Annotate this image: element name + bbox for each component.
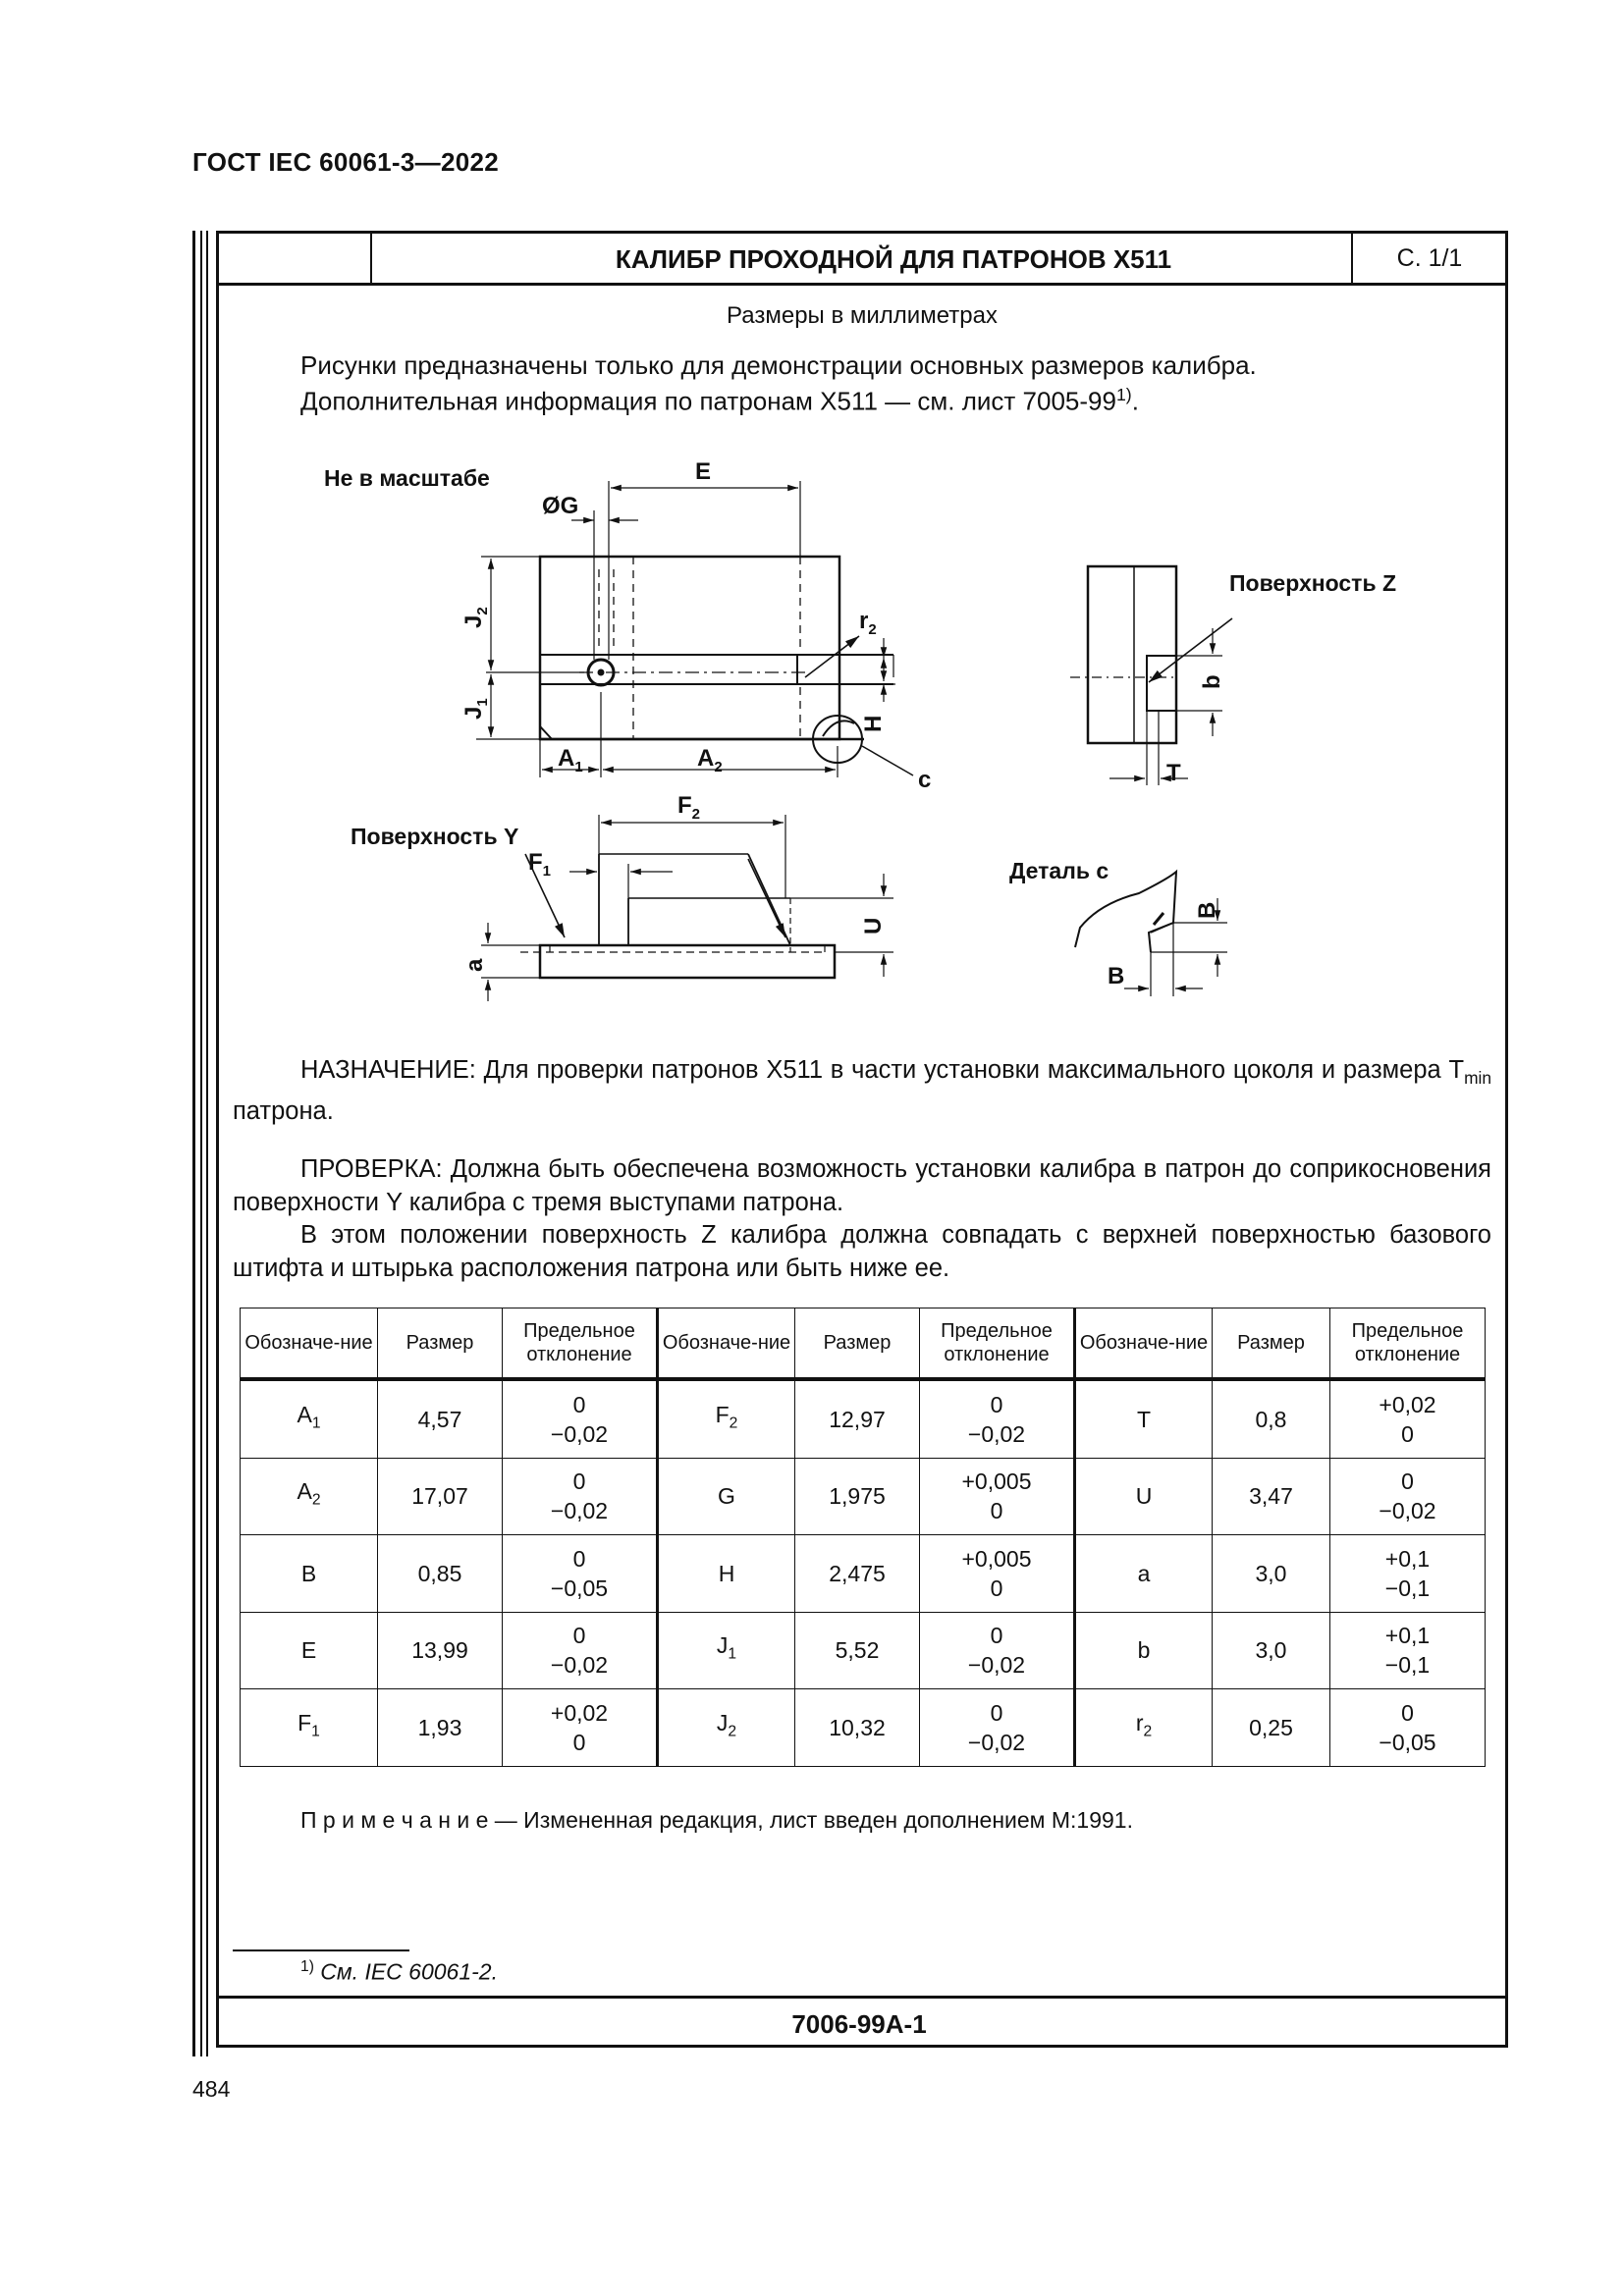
symbol-letter: G xyxy=(718,1483,735,1510)
symbol-subscript: 1 xyxy=(311,1723,320,1740)
dim-B: B xyxy=(1108,963,1125,989)
symbol-cell xyxy=(658,1689,795,1767)
size-cell: 0,8 xyxy=(1213,1379,1330,1458)
dim-b-detail: B xyxy=(1194,901,1220,919)
tolerance-upper: 0 xyxy=(572,1623,586,1649)
tolerance-lower: −0,02 xyxy=(1379,1498,1436,1524)
dim-F1-letter: F xyxy=(528,849,543,876)
table-row xyxy=(241,1689,1486,1767)
size-cell: 3,47 xyxy=(1213,1458,1330,1535)
tolerance-upper: +0,1 xyxy=(1384,1545,1431,1572)
symbol-letter: H xyxy=(718,1560,735,1586)
dim-r2 xyxy=(859,608,877,638)
dim-b-side: b xyxy=(1199,674,1225,689)
size-cell: 10,32 xyxy=(795,1689,920,1767)
dim-F2-letter: F xyxy=(677,792,692,819)
main-view xyxy=(476,481,913,777)
dim-E: E xyxy=(695,458,712,485)
tolerance-cell xyxy=(503,1689,658,1767)
dim-r2-sub: 2 xyxy=(868,621,877,638)
symbol-cell xyxy=(1075,1612,1213,1689)
sheet-number: 7006-99A-1 xyxy=(791,2009,927,2039)
tolerance-cell xyxy=(503,1612,658,1689)
tolerance-cell xyxy=(920,1379,1075,1458)
symbol-cell xyxy=(1075,1458,1213,1535)
symbol-cell xyxy=(241,1535,378,1613)
tolerance-upper: 0 xyxy=(1401,1468,1414,1495)
symbol-letter: E xyxy=(300,1637,317,1664)
table-header-cell: Размер xyxy=(795,1308,920,1380)
tolerance-lower: 0 xyxy=(572,1729,586,1755)
sheet-page-indicator: С. 1/1 xyxy=(1396,244,1463,272)
symbol-subscript: 2 xyxy=(728,1723,737,1740)
symbol-letter: J xyxy=(716,1632,729,1659)
size-cell: 5,52 xyxy=(795,1612,920,1689)
table-header-cell: Предельное отклонение xyxy=(1330,1308,1486,1380)
intro-line-1: Рисунки предназначены только для демонстрации основных размеров калибра. xyxy=(300,350,1257,380)
tolerance-cell xyxy=(1330,1689,1486,1767)
symbol-letter: B xyxy=(300,1560,317,1586)
dim-A1-letter: A xyxy=(558,745,575,772)
check-paragraph-1: ПРОВЕРКА: Должна быть обеспечена возможность установки калибра в патрон до соприкосновения поверхности Y калибра с тремя выступами патрона. xyxy=(233,1155,1491,1216)
units-caption: Размеры в миллиметрах xyxy=(727,302,998,329)
size-cell: 2,475 xyxy=(795,1535,920,1613)
dim-c: c xyxy=(918,767,932,793)
tolerance-lower: −0,1 xyxy=(1384,1652,1431,1679)
title-separator xyxy=(370,231,372,283)
tolerance-upper: 0 xyxy=(572,1468,586,1495)
table-row xyxy=(241,1458,1486,1535)
size-cell: 0,25 xyxy=(1213,1689,1330,1767)
symbol-subscript: 2 xyxy=(311,1492,321,1510)
tolerance-lower: 0 xyxy=(1401,1420,1414,1447)
dim-H: H xyxy=(860,715,887,732)
dim-A2-letter: A xyxy=(697,745,715,772)
dim-F2-sub: 2 xyxy=(691,806,701,823)
tolerance-upper: 0 xyxy=(990,1699,1003,1726)
symbol-cell xyxy=(241,1612,378,1689)
symbol-letter: r xyxy=(1135,1709,1144,1735)
table-header-row xyxy=(241,1308,1486,1380)
tolerance-lower: −0,02 xyxy=(967,1420,1026,1447)
tolerance-lower: −0,05 xyxy=(550,1575,609,1601)
size-cell: 17,07 xyxy=(378,1458,503,1535)
intro-line-2 xyxy=(300,385,1139,417)
tolerance-cell xyxy=(503,1458,658,1535)
size-cell: 1,93 xyxy=(378,1689,503,1767)
check-paragraph-2: В этом положении поверхность Z калибра должна совпадать с верхней поверхностью базового штифта и штырька расположения патрона или быть ниже ее. xyxy=(233,1221,1491,1282)
tolerance-cell xyxy=(920,1612,1075,1689)
footnote xyxy=(300,1958,498,1986)
sheet-title: КАЛИБР ПРОХОДНОЙ ДЛЯ ПАТРОНОВ X511 xyxy=(615,244,1172,274)
purpose-text-end: патрона. xyxy=(233,1097,334,1126)
tolerance-lower: −0,05 xyxy=(1379,1729,1436,1755)
tolerance-upper: +0,005 xyxy=(961,1468,1032,1495)
table-row xyxy=(241,1612,1486,1689)
table-row xyxy=(241,1379,1486,1458)
tolerance-cell xyxy=(503,1535,658,1613)
intro-line-2-end: . xyxy=(1131,386,1139,416)
margin-rule xyxy=(200,231,202,2056)
size-cell: 12,97 xyxy=(795,1379,920,1458)
gauge-drawing xyxy=(295,442,1424,1031)
symbol-cell xyxy=(241,1458,378,1535)
tolerance-lower: −0,1 xyxy=(1384,1575,1431,1601)
symbol-cell xyxy=(658,1458,795,1535)
size-cell: 3,0 xyxy=(1213,1535,1330,1613)
tolerance-upper: 0 xyxy=(990,1391,1003,1417)
tolerance-cell xyxy=(1330,1458,1486,1535)
tolerance-cell xyxy=(920,1458,1075,1535)
size-cell: 1,975 xyxy=(795,1458,920,1535)
tolerance-upper: 0 xyxy=(572,1391,586,1417)
intro-line-2-text: Дополнительная информация по патронам X511 — см. лист 7005-99 xyxy=(300,386,1116,416)
tolerance-upper: +0,02 xyxy=(550,1699,609,1726)
symbol-subscript: 1 xyxy=(311,1415,321,1432)
symbol-letter: J xyxy=(716,1709,729,1735)
symbol-letter: F xyxy=(298,1709,312,1735)
dim-A1-sub: 1 xyxy=(574,759,583,775)
margin-rule xyxy=(206,231,208,2056)
tolerance-upper: 0 xyxy=(572,1545,586,1572)
tolerance-lower: −0,02 xyxy=(967,1729,1026,1755)
footnote-mark: 1) xyxy=(300,1958,314,1975)
tolerance-lower: −0,02 xyxy=(550,1498,609,1524)
table-header-cell: Размер xyxy=(378,1308,503,1380)
symbol-subscript: 2 xyxy=(1143,1723,1153,1740)
footnote-text: См. IEC 60061-2. xyxy=(313,1958,498,1985)
symbol-letter: T xyxy=(1136,1406,1152,1432)
footnote-rule xyxy=(233,1949,409,1951)
symbol-cell xyxy=(1075,1535,1213,1613)
dim-J2-letter: J xyxy=(460,614,487,628)
symbol-subscript: 1 xyxy=(728,1646,737,1664)
symbol-cell xyxy=(1075,1689,1213,1767)
surface-z-label: Поверхность Z xyxy=(1229,570,1397,596)
symbol-letter: A xyxy=(297,1478,312,1505)
dim-U: U xyxy=(860,917,887,934)
tolerance-lower: −0,02 xyxy=(550,1652,609,1679)
dim-J1 xyxy=(460,698,491,720)
tolerance-upper: +0,005 xyxy=(961,1545,1032,1572)
detail-c-label: Деталь c xyxy=(1009,858,1109,883)
dim-r2-letter: r xyxy=(859,608,869,634)
symbol-cell xyxy=(1075,1379,1213,1458)
symbol-letter: A xyxy=(297,1401,312,1427)
dim-A2 xyxy=(697,745,723,775)
dim-J1-sub: 1 xyxy=(474,698,491,707)
dim-G: ØG xyxy=(542,493,579,519)
document-standard-header: ГОСТ IEC 60061-3—2022 xyxy=(192,147,499,177)
size-cell: 13,99 xyxy=(378,1612,503,1689)
tolerance-upper: 0 xyxy=(1401,1699,1414,1726)
dim-F1 xyxy=(528,849,551,880)
not-to-scale-label: Не в масштабе xyxy=(324,465,490,491)
dim-J1-letter: J xyxy=(460,706,487,720)
tolerance-lower: 0 xyxy=(990,1575,1003,1601)
dim-F1-sub: 1 xyxy=(542,863,552,880)
symbol-letter: F xyxy=(715,1401,730,1427)
tolerance-lower: 0 xyxy=(990,1498,1003,1524)
symbol-letter: U xyxy=(1135,1483,1153,1510)
bottom-view xyxy=(481,815,893,1001)
dim-A1 xyxy=(558,745,583,775)
dim-A2-sub: 2 xyxy=(714,759,723,775)
margin-rule xyxy=(192,231,195,2056)
purpose-subscript: min xyxy=(1464,1068,1491,1089)
dim-J2 xyxy=(460,607,491,628)
sheet-number-bar xyxy=(216,1996,1508,2048)
dim-J2-sub: 2 xyxy=(474,607,491,615)
tolerance-lower: −0,02 xyxy=(967,1652,1026,1679)
tolerance-cell xyxy=(1330,1612,1486,1689)
tolerance-upper: 0 xyxy=(990,1623,1003,1649)
table-header-cell: Предельное отклонение xyxy=(503,1308,658,1380)
symbol-cell xyxy=(658,1612,795,1689)
symbol-letter: b xyxy=(1137,1637,1151,1664)
symbol-cell xyxy=(658,1379,795,1458)
dim-T: T xyxy=(1166,760,1181,786)
note: П р и м е ч а н и е — Измененная редакция, лист введен дополнением M:1991. xyxy=(300,1807,1133,1833)
symbol-cell xyxy=(241,1379,378,1458)
dim-F2 xyxy=(677,792,700,823)
dimensions-table xyxy=(240,1308,1486,1767)
dim-a: a xyxy=(461,958,488,972)
tolerance-upper: +0,1 xyxy=(1384,1623,1431,1649)
tolerance-lower: −0,02 xyxy=(550,1420,609,1447)
size-cell: 3,0 xyxy=(1213,1612,1330,1689)
tolerance-cell xyxy=(920,1535,1075,1613)
table-header-cell: Обозначе-ние xyxy=(1075,1308,1213,1380)
sheet-title-bar xyxy=(216,231,1508,286)
tolerance-cell xyxy=(920,1689,1075,1767)
symbol-cell xyxy=(658,1535,795,1613)
symbol-letter: a xyxy=(1137,1560,1151,1586)
table-header-cell: Размер xyxy=(1213,1308,1330,1380)
symbol-cell xyxy=(241,1689,378,1767)
page-number: 484 xyxy=(192,2076,231,2102)
purpose-text: НАЗНАЧЕНИЕ: Для проверки патронов X511 в части установки максимального цоколя и размера T xyxy=(300,1056,1465,1084)
purpose-paragraph xyxy=(233,1053,1491,1128)
detail-c-view xyxy=(1075,872,1227,996)
size-cell: 4,57 xyxy=(378,1379,503,1458)
symbol-subscript: 2 xyxy=(729,1415,738,1432)
table-header-cell: Обозначе-ние xyxy=(658,1308,795,1380)
tolerance-cell xyxy=(1330,1535,1486,1613)
footnote-reference: 1) xyxy=(1115,385,1132,404)
tolerance-cell xyxy=(1330,1379,1486,1458)
tolerance-upper: +0,02 xyxy=(1379,1391,1436,1417)
surface-y-label: Поверхность Y xyxy=(351,824,519,849)
table-header-cell: Предельное отклонение xyxy=(920,1308,1075,1380)
table-row xyxy=(241,1535,1486,1613)
table-header-cell: Обозначе-ние xyxy=(241,1308,378,1380)
tolerance-cell xyxy=(503,1379,658,1458)
size-cell: 0,85 xyxy=(378,1535,503,1613)
